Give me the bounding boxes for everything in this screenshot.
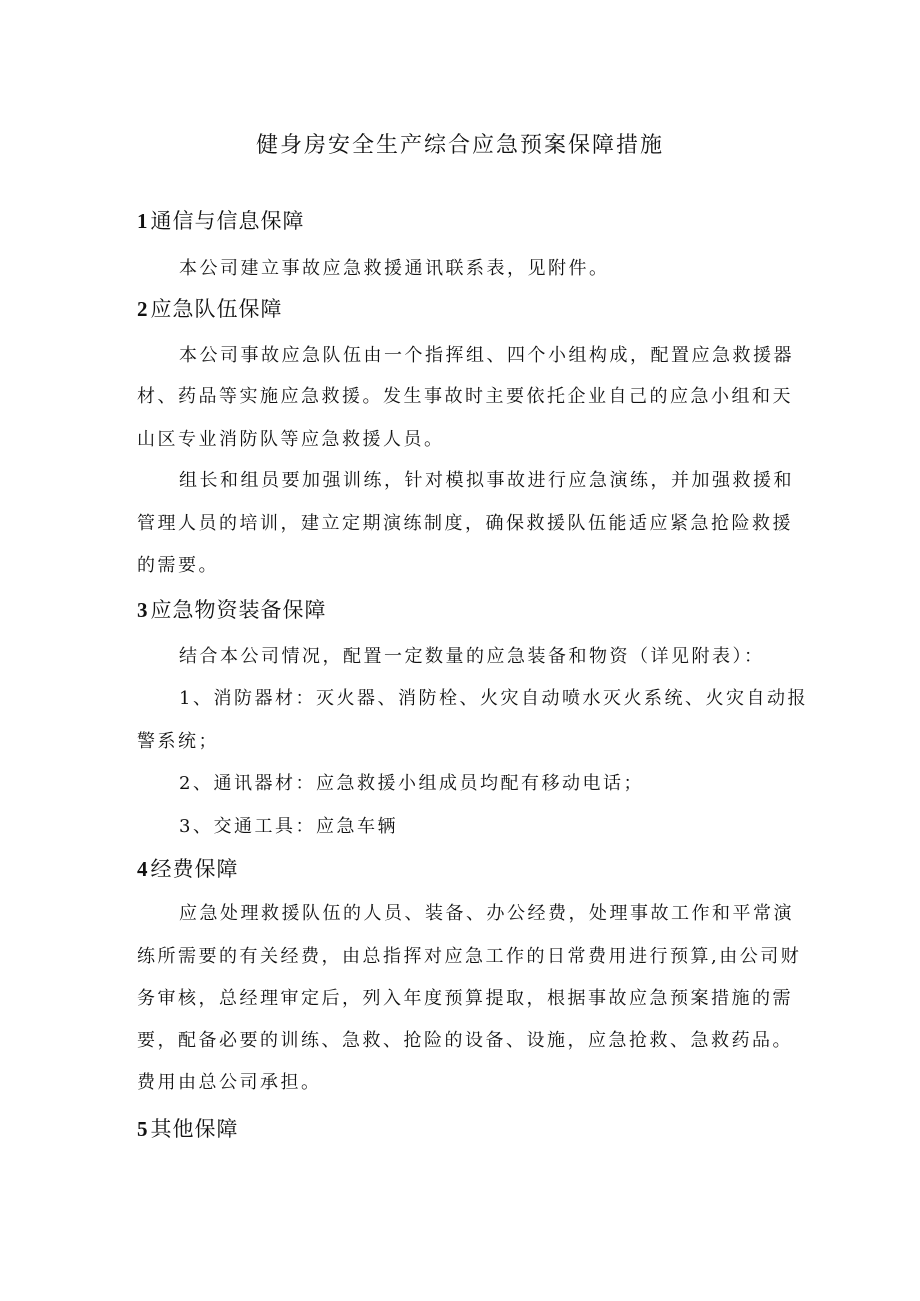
paragraph-line: 本公司事故应急队伍由一个指挥组、四个小组构成，配置应急救援器 (179, 345, 794, 366)
list-item-continued: 警系统； (137, 731, 219, 752)
paragraph-line: 要，配备必要的训练、急救、抢险的设备、设施，应急抢救、急救药品。 (137, 1030, 793, 1051)
section-title: 经费保障 (150, 857, 239, 881)
section-number: 1 (137, 209, 149, 233)
paragraph: 本公司建立事故应急救援通讯联系表，见附件。 (179, 258, 610, 279)
section-title: 通信与信息保障 (150, 209, 305, 233)
paragraph-line: 应急处理救援队伍的人员、装备、办公经费，处理事故工作和平常演 (179, 903, 794, 924)
paragraph-line: 的需要。 (137, 555, 219, 576)
paragraph-line: 练所需要的有关经费，由总指挥对应急工作的日常费用进行预算,由公司财 (137, 946, 802, 967)
section-3-heading (137, 594, 327, 624)
paragraph-line: 费用由总公司承担。 (137, 1072, 322, 1093)
section-number: 5 (137, 1117, 149, 1141)
section-4-heading (137, 853, 239, 883)
section-number: 4 (137, 857, 149, 881)
paragraph-line: 山区专业消防队等应急救援人员。 (137, 429, 445, 450)
paragraph-line: 组长和组员要加强训练，针对模拟事故进行应急演练，并加强救援和 (179, 470, 794, 491)
document-title: 健身房安全生产综合应急预案保障措施 (255, 133, 664, 158)
section-title: 应急物资装备保障 (150, 598, 327, 622)
paragraph: 结合本公司情况，配置一定数量的应急装备和物资（详见附表）： (179, 646, 765, 667)
section-title: 应急队伍保障 (150, 297, 283, 321)
paragraph-line: 材、药品等实施应急救援。发生事故时主要依托企业自己的应急小组和天 (137, 386, 793, 407)
section-number: 3 (137, 598, 149, 622)
section-title: 其他保障 (150, 1117, 239, 1141)
section-2-heading (137, 293, 283, 323)
paragraph-line: 管理人员的培训，建立定期演练制度，确保救援队伍能适应紧急抢险救援 (137, 513, 793, 534)
list-item: 1、消防器材：灭火器、消防栓、火灾自动喷水灭火系统、火灾自动报 (179, 688, 808, 709)
list-item: 3、交通工具：应急车辆 (179, 816, 398, 837)
section-number: 2 (137, 297, 149, 321)
paragraph-line: 务审核，总经理审定后，列入年度预算提取，根据事故应急预案措施的需 (137, 988, 793, 1009)
section-1-heading (137, 205, 305, 235)
section-5-heading (137, 1113, 239, 1143)
list-item: 2、通讯器材：应急救援小组成员均配有移动电话； (179, 773, 644, 794)
